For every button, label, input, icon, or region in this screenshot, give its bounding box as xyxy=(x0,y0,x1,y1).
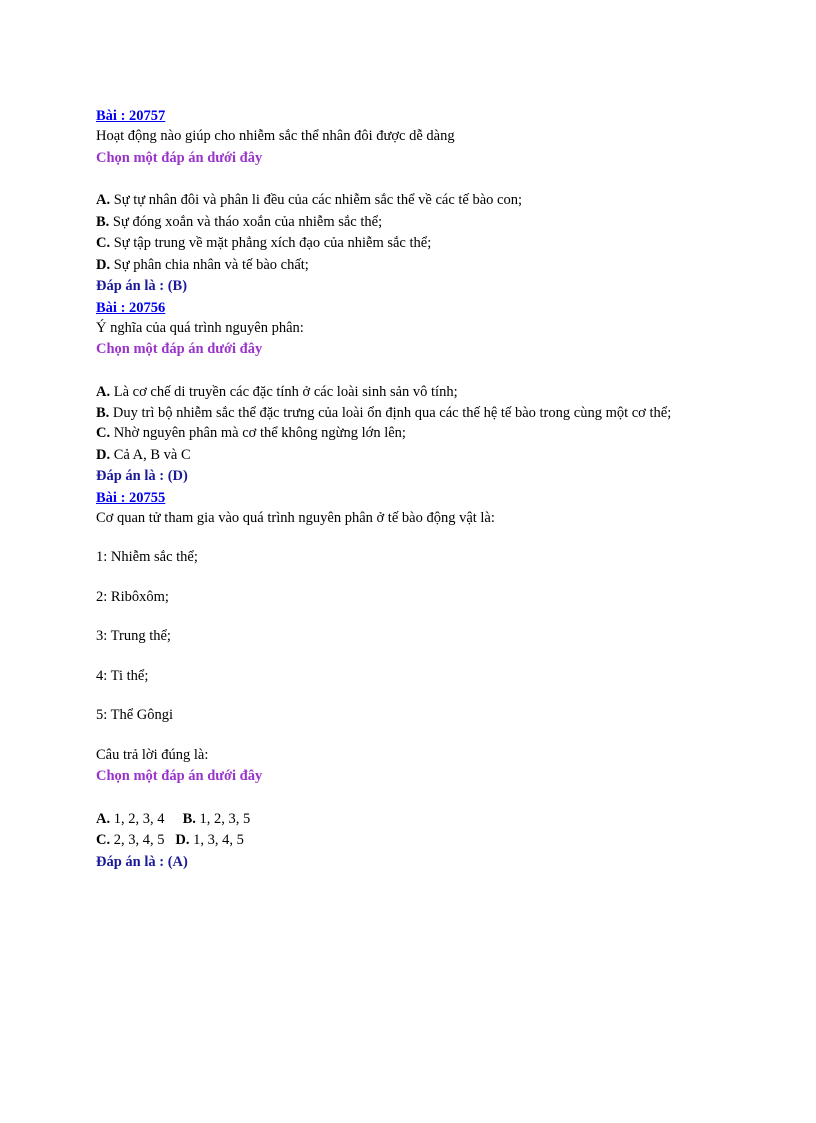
option-a: A. Là cơ chế di truyền các đặc tính ở các loài sinh sản vô tính; xyxy=(96,383,458,400)
question-text: Cơ quan tử tham gia vào quá trình nguyên phân ở tế bào động vật là: xyxy=(96,509,495,526)
options-row: C. 2, 3, 4, 5 D. 1, 3, 4, 5 xyxy=(96,832,244,848)
document-page xyxy=(96,106,716,873)
options-row: A. 1, 2, 3, 4 B. 1, 2, 3, 5 xyxy=(96,810,251,827)
list-item: 5: Thể Gôngi xyxy=(96,707,174,723)
question-block xyxy=(96,488,716,874)
answer-text: Đáp án là : (D) xyxy=(96,468,188,484)
option-c: C. Nhờ nguyên phân mà cơ thể không ngừng lớn lên; xyxy=(96,425,406,441)
choose-answer-prompt: Chọn một đáp án dưới đây xyxy=(96,768,263,784)
question-text: Ý nghĩa của quá trình nguyên phân: xyxy=(96,319,304,336)
question-link[interactable]: Bài : 20755 xyxy=(96,489,166,506)
question-text-end: Câu trả lời đúng là: xyxy=(96,746,209,763)
option-b: B. Sự đóng xoắn và tháo xoắn của nhiễm sắc thể; xyxy=(96,213,383,230)
question-link[interactable]: Bài : 20757 xyxy=(96,108,166,124)
question-link[interactable]: Bài : 20756 xyxy=(96,299,166,316)
option-d: D. Cả A, B và C xyxy=(96,446,191,463)
list-item: 1: Nhiễm sắc thể; xyxy=(96,549,198,565)
option-a: A. Sự tự nhân đôi và phân li đều của các nhiễm sắc thể về các tế bào con; xyxy=(96,192,523,208)
option-c: C. Sự tập trung về mặt phẳng xích đạo của nhiễm sắc thể; xyxy=(96,235,432,251)
question-block xyxy=(96,106,716,298)
list-item: 2: Ribôxôm; xyxy=(96,588,169,605)
choose-answer-prompt: Chọn một đáp án dưới đây xyxy=(96,149,263,166)
question-block xyxy=(96,298,716,488)
question-text: Hoạt động nào giúp cho nhiễm sắc thể nhân đôi được dễ dàng xyxy=(96,128,455,144)
answer-text: Đáp án là : (B) xyxy=(96,278,188,294)
option-d: D. Sự phân chia nhân và tế bào chất; xyxy=(96,256,309,273)
option-b: B. Duy trì bộ nhiễm sắc thể đặc trưng của loài ổn định qua các thế hệ tế bào trong cùng một cơ thể; xyxy=(96,405,672,421)
list-item: 4: Ti thể; xyxy=(96,667,149,684)
answer-text: Đáp án là : (A) xyxy=(96,853,188,870)
choose-answer-prompt: Chọn một đáp án dưới đây xyxy=(96,341,263,357)
list-item: 3: Trung thể; xyxy=(96,628,171,644)
